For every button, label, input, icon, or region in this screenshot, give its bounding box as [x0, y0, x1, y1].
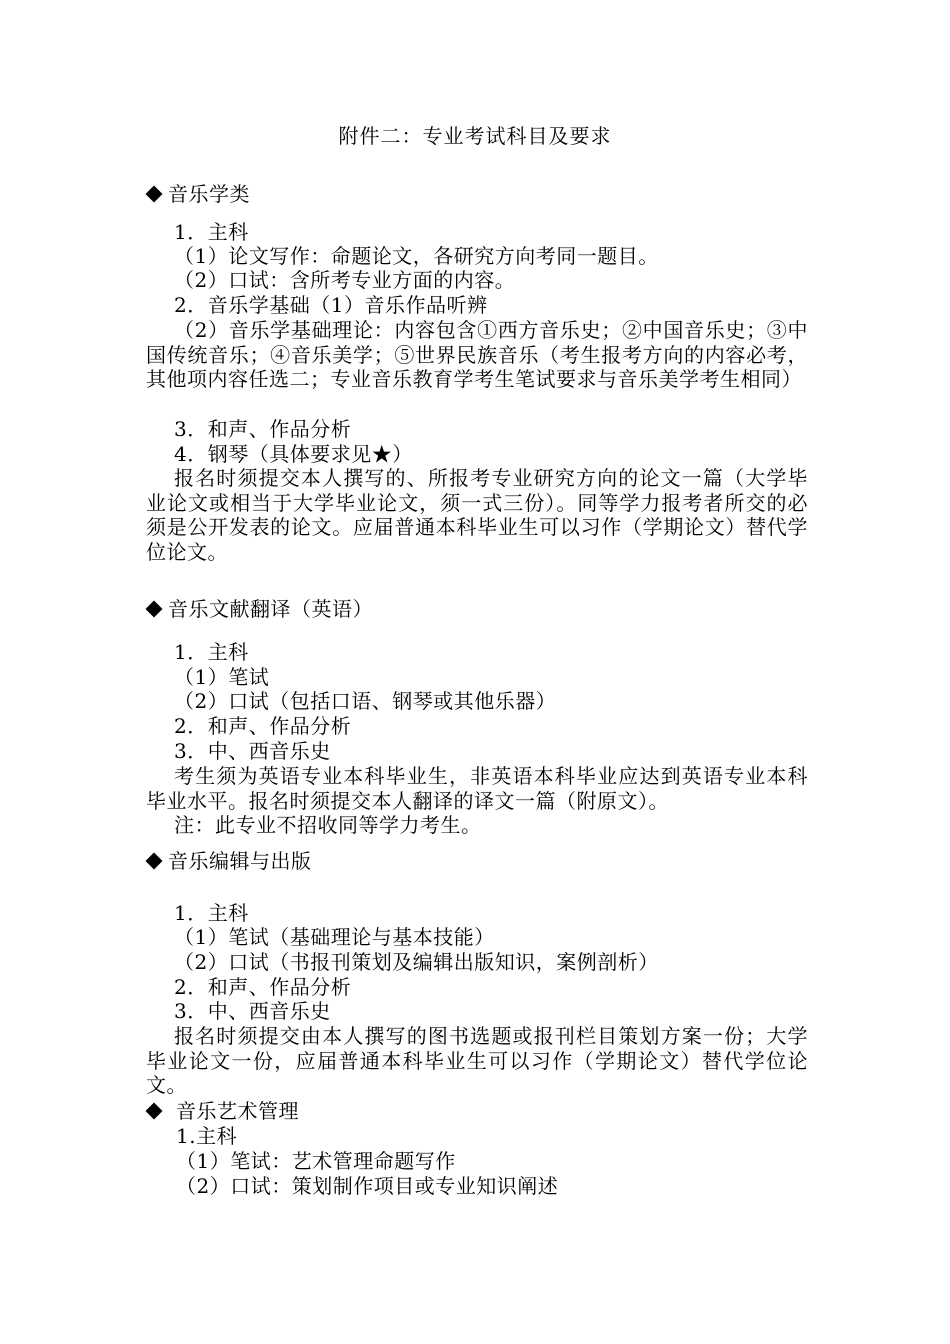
section-heading: [146, 849, 312, 873]
list-item: 2．音乐学基础（1）音乐作品听辨: [174, 293, 488, 317]
section-heading: [146, 597, 373, 621]
section-heading-text: 音乐编辑与出版: [168, 849, 312, 873]
diamond-bullet-icon: [146, 186, 163, 203]
list-item: （1）笔试：艺术管理命题写作: [176, 1149, 456, 1173]
list-item: 1．主科: [174, 901, 249, 925]
list-item: 3．和声、作品分析: [174, 417, 352, 441]
list-item: （1）笔试（基础理论与基本技能）: [174, 925, 495, 949]
list-item: 1.主科: [176, 1124, 238, 1148]
list-item: 1．主科: [174, 640, 249, 664]
paragraph: 报名时须提交本人撰写的、所报考专业研究方向的论文一篇（大学毕业论文或相当于大学毕业论文，须一式三份）。同等学力报考者所交的必须是公开发表的论文。应届普通本科毕业生可以习作（学期论文）替代学位论文。: [146, 466, 808, 564]
paragraph: 考生须为英语专业本科毕业生，非英语本科毕业应达到英语专业本科毕业水平。报名时须提交本人翻译的译文一篇（附原文）。: [146, 764, 808, 813]
page-title: 附件二：专业考试科目及要求: [338, 124, 612, 148]
paragraph: 报名时须提交由本人撰写的图书选题或报刊栏目策划方案一份；大学毕业论文一份，应届普通本科毕业生可以习作（学期论文）替代学位论文。: [146, 1024, 808, 1097]
diamond-bullet-icon: [146, 601, 163, 618]
list-item: （2）口试（包括口语、钢琴或其他乐器）: [174, 689, 557, 713]
list-item: 3．中、西音乐史: [174, 999, 331, 1023]
list-item: 1．主科: [174, 220, 249, 244]
list-item: （1）论文写作：命题论文，各研究方向考同一题目。: [174, 244, 659, 268]
list-item: 3．中、西音乐史: [174, 739, 331, 763]
list-item: 4．钢琴（具体要求见★）: [174, 442, 413, 466]
note: 注：此专业不招收同等学力考生。: [174, 813, 482, 837]
list-item: 2．和声、作品分析: [174, 975, 352, 999]
section-heading-text: 音乐学类: [168, 182, 250, 206]
list-item: （1）笔试: [174, 665, 270, 689]
list-item: （2）口试：含所考专业方面的内容。: [174, 268, 516, 292]
section-heading-text: 音乐艺术管理: [176, 1099, 299, 1123]
list-item: （2）口试：策划制作项目或专业知识阐述: [176, 1174, 559, 1198]
section-heading: [146, 182, 250, 206]
diamond-bullet-icon: [146, 1103, 163, 1120]
diamond-bullet-icon: [146, 853, 163, 870]
list-item: 2．和声、作品分析: [174, 714, 352, 738]
section-heading: [146, 1099, 299, 1123]
section-heading-text: 音乐文献翻译（英语）: [168, 597, 373, 621]
paragraph: （2）音乐学基础理论：内容包含①西方音乐史；②中国音乐史；③中国传统音乐；④音乐美学；⑤世界民族音乐（考生报考方向的内容必考，其他项内容任选二；专业音乐教育学考生笔试要求与音乐美学考生相同）: [146, 318, 808, 391]
list-item: （2）口试（书报刊策划及编辑出版知识，案例剖析）: [174, 950, 659, 974]
